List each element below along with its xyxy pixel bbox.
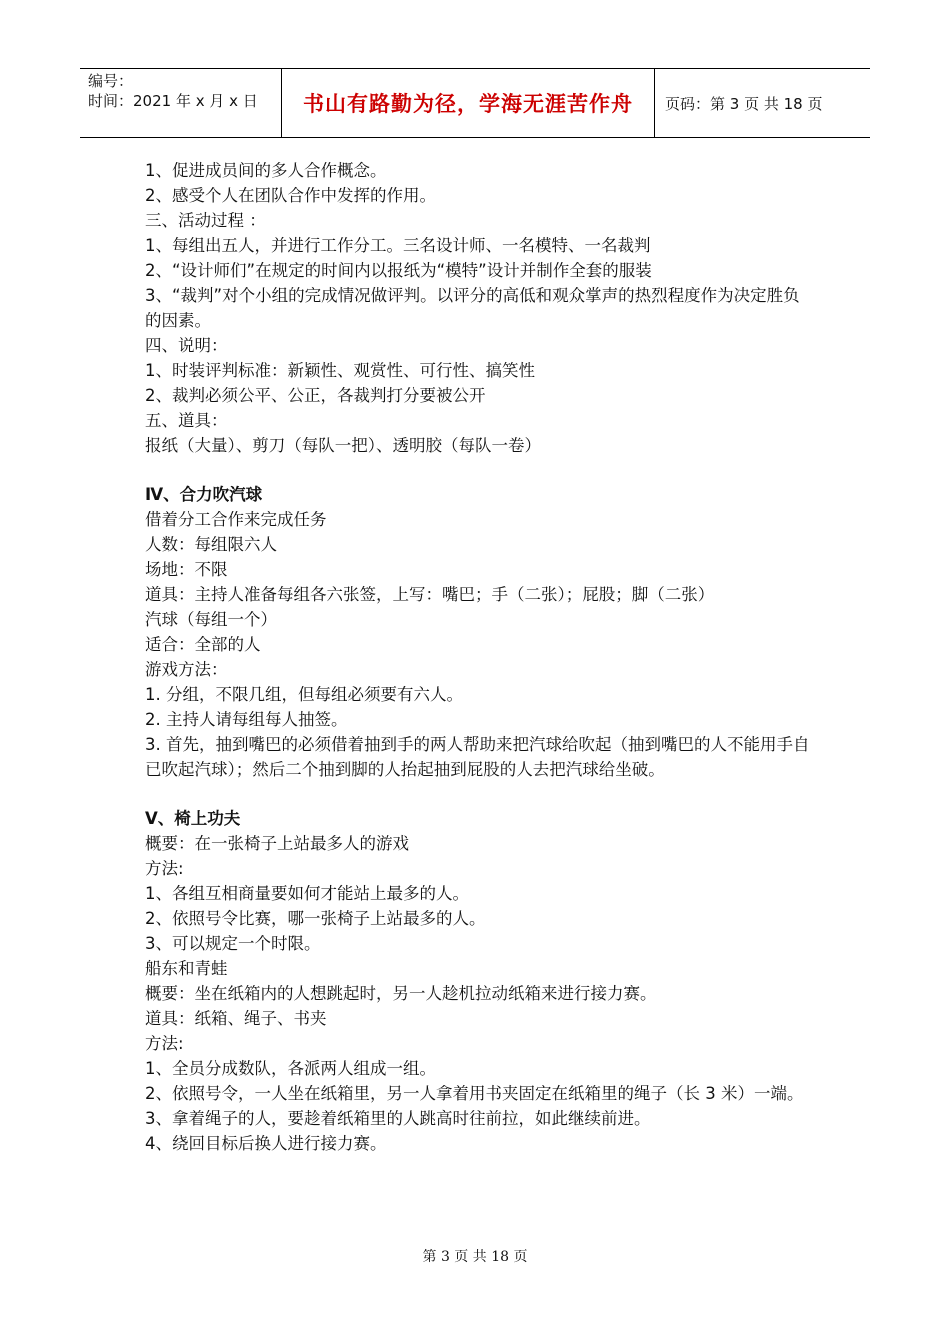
paragraph: 2、裁判必须公平、公正，各裁判打分要被公开 <box>145 386 486 405</box>
paragraph: 1、各组互相商量要如何才能站上最多的人。 <box>145 884 469 903</box>
serial-label: 编号： <box>88 72 134 90</box>
paragraph: 2、依照号令，一人坐在纸箱里，另一人拿着用书夹固定在纸箱里的绳子（长 3 米）一端。 <box>145 1084 804 1103</box>
paragraph: 借着分工合作来完成任务 <box>145 510 327 529</box>
page-header <box>80 68 870 138</box>
activity-block-2 <box>145 507 815 782</box>
paragraph: 道具：主持人准备每组各六张签，上写：嘴巴；手（二张）；屁股；脚（二张） <box>145 585 715 604</box>
paragraph: 方法: <box>145 859 184 878</box>
paragraph: 3. 首先，抽到嘴巴的必须借着抽到手的两人帮助来把汽球给吹起（抽到嘴巴的人不能用手自已吹起汽球）；然后二个抽到脚的人抬起抽到屁股的人去把汽球给坐破。 <box>145 735 810 779</box>
paragraph: 2、“设计师们”在规定的时间内以报纸为“模特”设计并制作全套的服装 <box>145 261 652 280</box>
paragraph: 4、绕回目标后换人进行接力赛。 <box>145 1134 387 1153</box>
paragraph: 人数：每组限六人 <box>145 535 277 554</box>
paragraph: 概要：坐在纸箱内的人想跳起时，另一人趁机拉动纸箱来进行接力赛。 <box>145 984 657 1003</box>
paragraph: 船东和青蛙 <box>145 959 228 978</box>
header-page-info: 页码：第 3 页 共 18 页 <box>665 94 823 113</box>
paragraph: 1、时装评判标准：新颖性、观赏性、可行性、搞笑性 <box>145 361 535 380</box>
paragraph: 2、感受个人在团队合作中发挥的作用。 <box>145 186 436 205</box>
paragraph: 汽球（每组一个） <box>145 610 277 629</box>
header-motto: 书山有路勤为径，学海无涯苦作舟 <box>282 69 655 137</box>
section-heading: Ⅴ、椅上功夫 <box>145 809 241 828</box>
paragraph: 场地：不限 <box>145 560 228 579</box>
paragraph: 游戏方法： <box>145 660 228 679</box>
paragraph: 3、“裁判”对个小组的完成情况做评判。以评分的高低和观众掌声的热烈程度作为决定胜负的因素。 <box>145 286 800 330</box>
header-meta-cell <box>80 69 282 137</box>
paragraph: 五、道具： <box>145 411 228 430</box>
activity-block-1 <box>145 158 815 458</box>
section-heading: Ⅳ、合力吹汽球 <box>145 485 263 504</box>
paragraph: 概要：在一张椅子上站最多人的游戏 <box>145 834 409 853</box>
paragraph: 道具：纸箱、绳子、书夹 <box>145 1009 327 1028</box>
page-footer: 第 3 页 共 18 页 <box>422 1249 528 1265</box>
paragraph: 1、每组出五人，并进行工作分工。三名设计师、一名模特、一名裁判 <box>145 236 651 255</box>
paragraph: 2、依照号令比赛，哪一张椅子上站最多的人。 <box>145 909 486 928</box>
paragraph: 报纸（大量）、剪刀（每队一把）、透明胶（每队一卷） <box>145 436 541 455</box>
paragraph: 3、拿着绳子的人，要趁着纸箱里的人跳高时往前拉，如此继续前进。 <box>145 1109 651 1128</box>
paragraph: 1、全员分成数队，各派两人组成一组。 <box>145 1059 436 1078</box>
date-label: 时间：2021 年 x 月 x 日 <box>88 92 258 110</box>
paragraph: 适合：全部的人 <box>145 635 261 654</box>
paragraph: 2. 主持人请每组每人抽签。 <box>145 710 348 729</box>
paragraph: 1、促进成员间的多人合作概念。 <box>145 161 387 180</box>
paragraph: 1. 分组，不限几组，但每组必须要有六人。 <box>145 685 463 704</box>
paragraph: 四、说明： <box>145 336 228 355</box>
activity-block-3 <box>145 831 815 1156</box>
paragraph: 3、可以规定一个时限。 <box>145 934 321 953</box>
paragraph: 三、活动过程 ： <box>145 211 266 230</box>
document-body <box>145 158 815 1156</box>
paragraph: 方法: <box>145 1034 184 1053</box>
